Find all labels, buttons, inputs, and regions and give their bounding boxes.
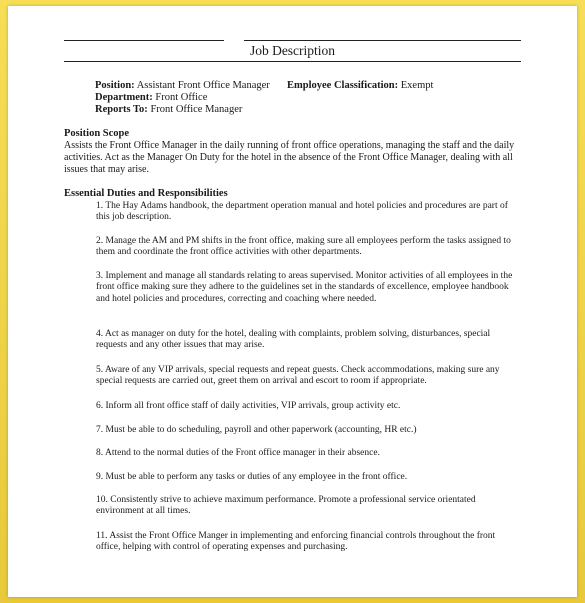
reports-label: Reports To: — [95, 104, 148, 115]
duty-item: 3. Implement and manage all standards relating to areas supervised. Monitor activities of all employees in the front office making sure they adhere to the guidelines set in the standards of excellence, employee handbook and hotel policies and procedures, correcting and coaching where needed. — [96, 271, 513, 304]
duty-item: 5. Aware of any VIP arrivals, special requests and repeat guests. Check accommodations, making sure any special requests are carried out, greet them on arrival and escort to room if appropriate. — [96, 365, 500, 387]
department-label: Department: — [95, 92, 153, 103]
duty-item: 10. Consistently strive to achieve maximum performance. Promote a professional service orientated environment at all times. — [96, 495, 476, 517]
department-value: Front Office — [155, 92, 208, 103]
reports-value: Front Office Manager — [150, 104, 243, 115]
title-bar — [64, 40, 521, 62]
duty-item: 8. Attend to the normal duties of the Front office manager in their absence. — [96, 448, 380, 458]
classification-line — [287, 79, 433, 92]
duty-item: 11. Assist the Front Office Manger in implementing and enforcing financial controls throughout the front office, helping with control of operating expenses and purchasing. — [96, 531, 496, 553]
scope-text: Assists the Front Office Manager in the daily running of front office operations, managing the staff and the daily activities. Act as the Manager On Duty for the hotel in the absence of the Front Office Manager, dealing with all issues that may arise. — [64, 140, 515, 175]
classification-label: Employee Classification: — [287, 80, 399, 91]
duty-item: 2. Manage the AM and PM shifts in the front office, making sure all employees perform the tasks assigned to them and coordinate the front office activities with other departments. — [96, 236, 511, 258]
duty-item: 1. The Hay Adams handbook, the department operation manual and hotel policies and procedures are part of this job description. — [96, 201, 508, 223]
reports-line — [95, 103, 242, 116]
duty-item: 7. Must be able to do scheduling, payroll and other paperwork (accounting, HR etc.) — [96, 425, 417, 435]
duties-heading: Essential Duties and Responsibilities — [64, 188, 228, 199]
page-title: Job Description — [249, 43, 336, 58]
classification-value: Exempt — [400, 80, 434, 91]
position-value: Assistant Front Office Manager — [136, 80, 270, 91]
title-rule-gap — [224, 38, 244, 42]
scope-heading: Position Scope — [64, 128, 130, 139]
duty-item: 6. Inform all front office staff of daily activities, VIP arrivals, group activity etc. — [96, 401, 401, 411]
position-label: Position: — [95, 80, 135, 91]
duty-item: 9. Must be able to perform any tasks or duties of any employee in the front office. — [96, 472, 408, 482]
duty-item: 4. Act as manager on duty for the hotel, dealing with complaints, problem solving, disturbances, special requests and any other issues that may arise. — [96, 329, 491, 351]
document-page — [8, 6, 577, 597]
